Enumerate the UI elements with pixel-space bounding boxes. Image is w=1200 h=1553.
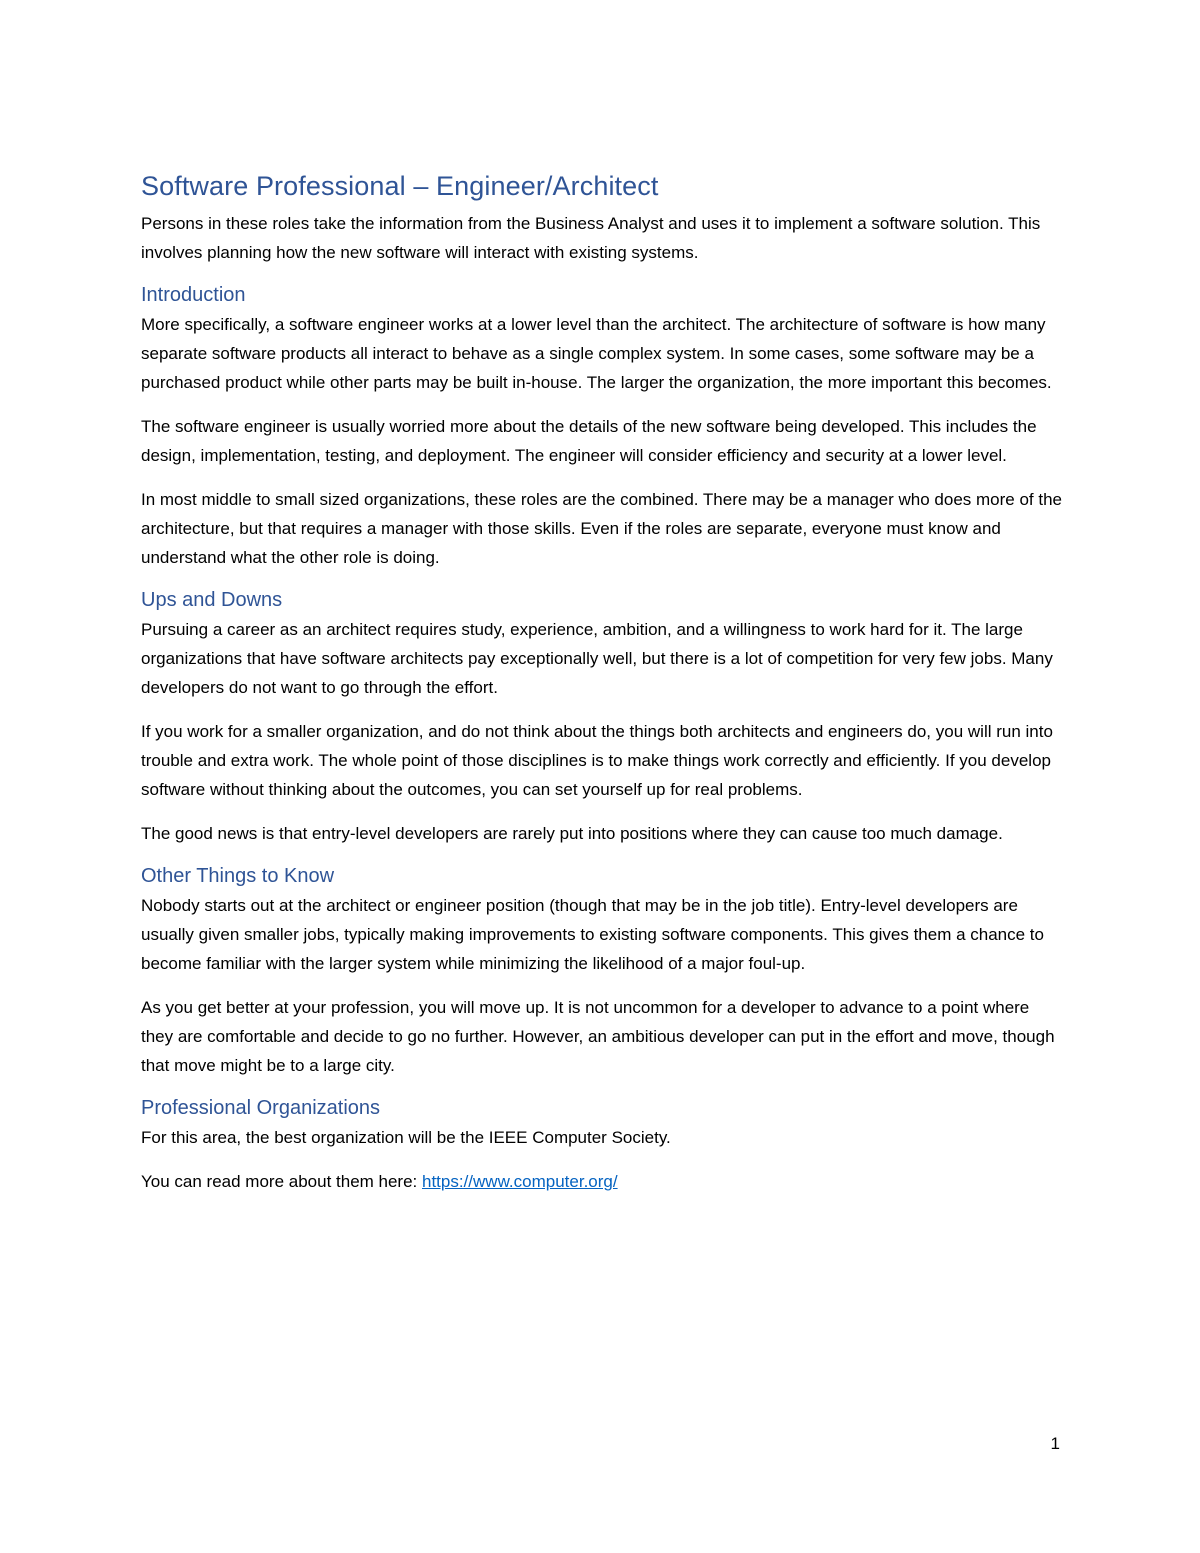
ups-and-downs-paragraph-2: If you work for a smaller organization, and do not think about the things both architects and engineers do, you will run into trouble and extra work. The whole point of those disciplines is to make things work correctly and efficiently. If you develop software without thinking about the outcomes, you can set yourself up for real problems. — [141, 722, 1053, 799]
other-things-paragraph-1: Nobody starts out at the architect or engineer position (though that may be in the job title). Entry-level developers are usually given smaller jobs, typically making improvements to existing software components. This gives them a chance to become familiar with the larger system while minimizing the likelihood of a major foul-up. — [141, 896, 1044, 973]
introduction-paragraph-2: The software engineer is usually worried more about the details of the new software being developed. This includes the design, implementation, testing, and deployment. The engineer will consider efficiency and security at a lower level. — [141, 417, 1037, 465]
ups-and-downs-paragraph-1: Pursuing a career as an architect requires study, experience, ambition, and a willingness to work hard for it. The large organizations that have software architects pay exceptionally well, but there is a lot of competition for very few jobs. Many developers do not want to go through the effort. — [141, 620, 1053, 697]
professional-organizations-paragraph-1: For this area, the best organization will be the IEEE Computer Society. — [141, 1128, 671, 1147]
professional-organizations-link-paragraph — [141, 1167, 1066, 1196]
link-lead-text: You can read more about them here: — [141, 1172, 422, 1191]
page-number: 1 — [1050, 1434, 1060, 1453]
computer-society-link[interactable]: https://www.computer.org/ — [422, 1172, 618, 1191]
introduction-paragraph-1: More specifically, a software engineer works at a lower level than the architect. The architecture of software is how many separate software products all interact to behave as a single complex system. In some cases, some software may be a purchased product while other parts may be built in-house. The larger the organization, the more important this becomes. — [141, 315, 1052, 392]
other-things-paragraph-2: As you get better at your profession, you will move up. It is not uncommon for a developer to advance to a point where they are comfortable and decide to go no further. However, an ambitious developer can put in the effort and move, though that move might be to a large city. — [141, 998, 1055, 1075]
section-heading-introduction: Introduction — [141, 284, 246, 306]
section-heading-ups-and-downs: Ups and Downs — [141, 589, 283, 611]
section-heading-other-things-to-know: Other Things to Know — [141, 865, 335, 887]
ups-and-downs-paragraph-3: The good news is that entry-level developers are rarely put into positions where they can cause too much damage. — [141, 824, 1003, 843]
document-title: Software Professional – Engineer/Architect — [141, 171, 659, 201]
intro-paragraph: Persons in these roles take the information from the Business Analyst and uses it to implement a software solution. This involves planning how the new software will interact with existing systems. — [141, 214, 1041, 262]
introduction-paragraph-3: In most middle to small sized organizations, these roles are the combined. There may be a manager who does more of the architecture, but that requires a manager with those skills. Even if the roles are separate, everyone must know and understand what the other role is doing. — [141, 490, 1062, 567]
section-heading-professional-organizations: Professional Organizations — [141, 1097, 381, 1119]
page-content — [141, 168, 1066, 1211]
